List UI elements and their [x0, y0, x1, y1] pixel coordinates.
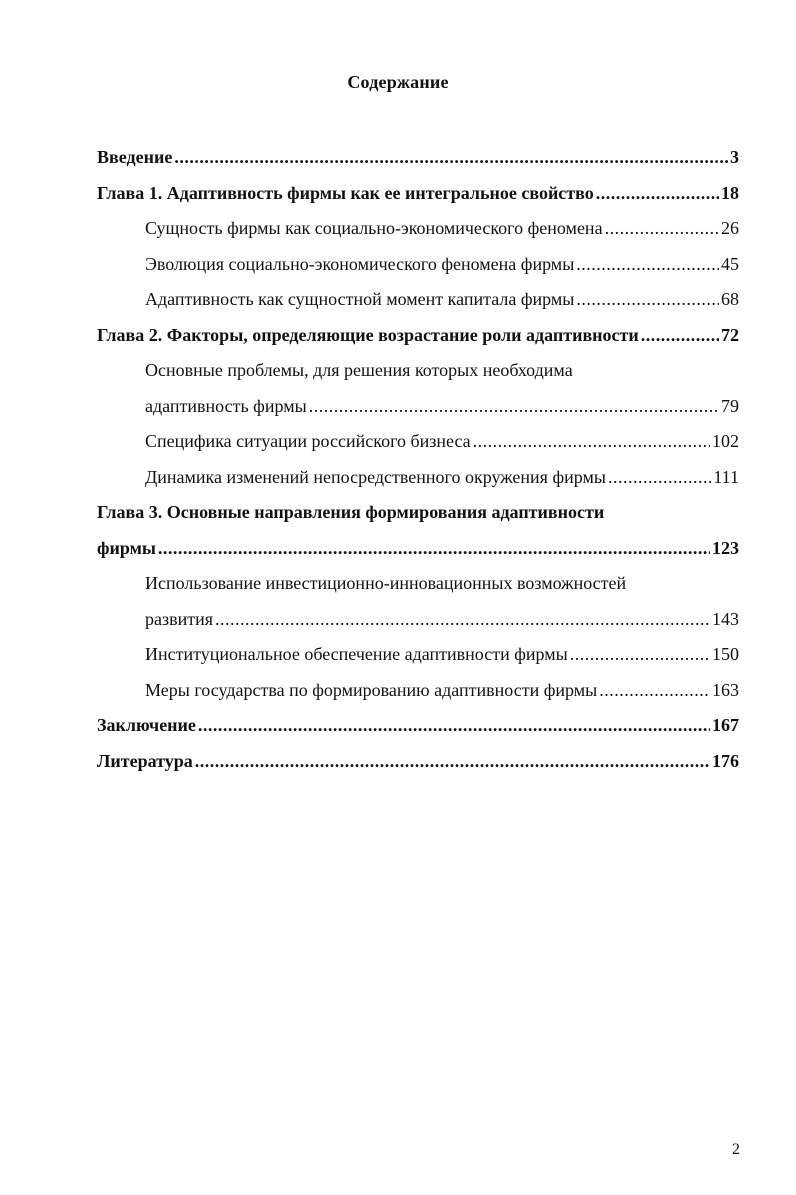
toc-entry-section-3-2[interactable]	[97, 637, 739, 673]
toc-entry-label: Эволюция социально-экономического феномена фирмы	[145, 253, 575, 274]
toc-entry-chapter-2[interactable]	[97, 318, 739, 354]
toc-leader-dots	[596, 176, 719, 212]
toc-entry-page: 72	[721, 324, 739, 345]
toc-leader-dots	[599, 673, 710, 709]
toc-entry-section-1-2[interactable]	[97, 247, 739, 283]
toc-entry-page: 45	[721, 253, 739, 274]
toc-entry-section-1-3[interactable]	[97, 282, 739, 318]
toc-leader-dots	[309, 389, 719, 425]
toc-entry-chapter-3-line2[interactable]	[97, 531, 739, 567]
toc-entry-page: 3	[730, 147, 739, 167]
toc-entry-page: 167	[712, 715, 739, 735]
toc-entry-page: 143	[712, 608, 739, 629]
toc-leader-dots	[198, 708, 710, 744]
toc-leader-dots	[576, 247, 719, 283]
toc-leader-dots	[174, 140, 728, 176]
toc-entry-label: Сущность фирмы как социально-экономического феномена	[145, 218, 603, 238]
toc-entry-page: 18	[721, 182, 739, 203]
toc-leader-dots	[215, 602, 710, 638]
toc-entry-section-2-1-line2[interactable]	[97, 389, 739, 425]
page-title: Содержание	[347, 72, 449, 92]
toc-entry-page: 102	[712, 431, 739, 451]
toc-entry-label: Меры государства по формированию адаптивности фирмы	[145, 679, 598, 700]
page-number: 2	[732, 1141, 740, 1158]
toc-entry-page: 68	[721, 289, 739, 309]
toc-entry-label: Динамика изменений непосредственного окружения фирмы	[145, 466, 606, 487]
toc-entry-label: Глава 2. Факторы, определяющие возрастание роли адаптивности	[97, 324, 639, 345]
toc-entry-label: Литература	[97, 750, 193, 771]
toc-entry-label: Заключение	[97, 715, 196, 735]
toc-entry-section-3-1-line1[interactable]	[97, 566, 739, 602]
toc-leader-dots	[605, 211, 719, 247]
toc-entry-label: Специфика ситуации российского бизнеса	[145, 431, 471, 451]
toc-entry-label: Введение	[97, 147, 173, 167]
toc-entry-label: Глава 1. Адаптивность фирмы как ее интегральное свойство	[97, 182, 594, 203]
toc-entry-page: 111	[713, 466, 739, 487]
toc-entry-page: 176	[712, 750, 739, 771]
toc-entry-label: Использование инвестиционно-инновационных возможностей	[145, 573, 627, 593]
toc-entry-label: фирмы	[97, 537, 156, 558]
toc-entry-section-3-1-line2[interactable]	[97, 602, 739, 638]
toc-entry-label: Адаптивность как сущностной момент капитала фирмы	[145, 289, 575, 309]
toc-entry-section-2-2[interactable]	[97, 424, 739, 460]
toc-entry-literature[interactable]	[97, 744, 739, 780]
toc-leader-dots	[570, 637, 710, 673]
toc-entry-page: 79	[721, 395, 739, 416]
toc-entry-section-2-1-line1[interactable]	[97, 353, 739, 389]
toc-entry-chapter-3-line1[interactable]	[97, 495, 739, 531]
toc-entry-introduction[interactable]	[97, 140, 739, 176]
toc-leader-dots	[608, 460, 711, 496]
toc-leader-dots	[158, 531, 710, 567]
toc-entry-page: 123	[712, 537, 739, 558]
toc-entry-conclusion[interactable]	[97, 708, 739, 744]
toc-leader-dots	[195, 744, 710, 780]
toc-leader-dots	[641, 318, 719, 354]
toc-entry-label: адаптивность фирмы	[145, 395, 307, 416]
toc-entry-section-1-1[interactable]	[97, 211, 739, 247]
toc-entry-page: 26	[721, 218, 739, 238]
table-of-contents	[97, 140, 739, 779]
toc-entry-page: 163	[712, 679, 739, 700]
toc-leader-dots	[473, 424, 710, 460]
toc-entry-section-2-3[interactable]	[97, 460, 739, 496]
toc-entry-page: 150	[712, 644, 739, 664]
toc-entry-chapter-1[interactable]	[97, 176, 739, 212]
toc-entry-section-3-3[interactable]	[97, 673, 739, 709]
toc-entry-label: развития	[145, 608, 214, 629]
toc-entry-label: Институциональное обеспечение адаптивности фирмы	[145, 644, 568, 664]
toc-leader-dots	[576, 282, 719, 318]
toc-entry-label: Основные проблемы, для решения которых необходима	[145, 360, 573, 380]
toc-entry-label: Глава 3. Основные направления формирования адаптивности	[97, 502, 605, 522]
